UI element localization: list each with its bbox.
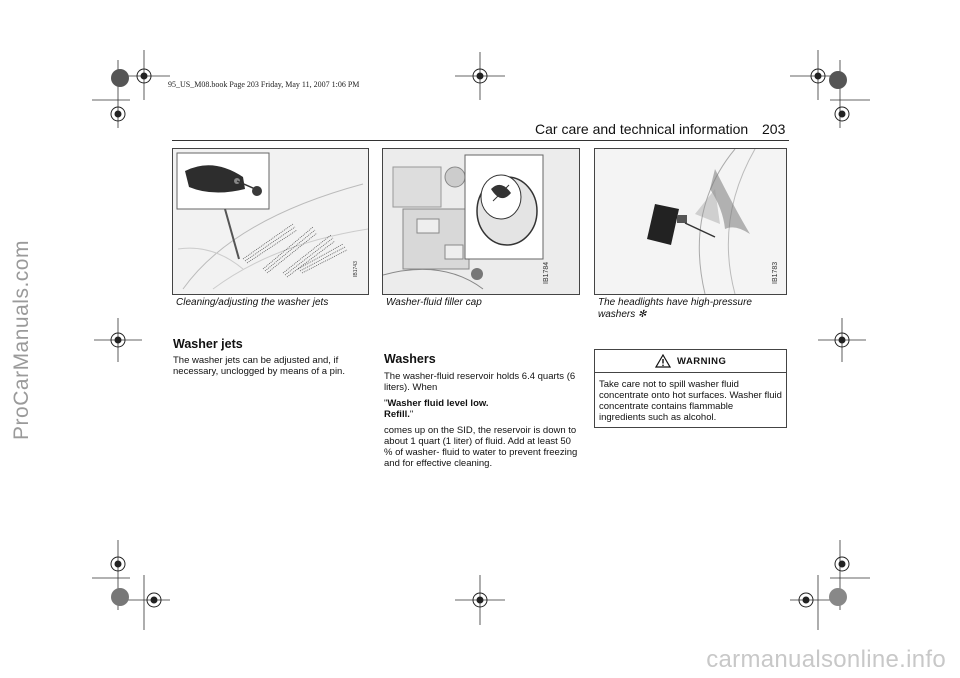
sid-message	[384, 398, 578, 420]
figure-caption: Cleaning/adjusting the washer jets	[176, 297, 329, 308]
washer-jets-illustration	[173, 149, 368, 294]
book-line: 95_US_M08.book Page 203 Friday, May 11, 2007 1:06 PM	[168, 80, 360, 89]
washers-paragraph: comes up on the SID, the reservoir is down to about 1 quart (1 liter) of fluid. Add at least 50 % of washer- fluid to water to prevent freezing and for effective cleaning.	[384, 425, 578, 469]
figure-headlight-washers	[594, 148, 787, 295]
header-rule	[172, 140, 789, 141]
quote-open: "	[384, 398, 388, 409]
figure-caption: The headlights have high-pressure washers ✻	[598, 297, 752, 320]
figure-washer-jets	[172, 148, 369, 295]
sid-message-line1: Washer fluid level low.	[387, 398, 489, 409]
figure-code: IB1783	[772, 261, 779, 284]
warning-triangle-icon	[655, 354, 671, 368]
page-number: 203	[762, 121, 786, 137]
figure-caption: Washer-fluid filler cap	[386, 297, 482, 308]
page-title: Car care and technical information	[535, 121, 749, 137]
washer-jets-text: The washer jets can be adjusted and, if necessary, unclogged by means of a pin.	[173, 355, 345, 377]
warning-box	[594, 349, 787, 428]
watermark-bottom: carmanualsonline.info	[706, 646, 946, 673]
warning-label: WARNING	[677, 356, 727, 367]
quote-close: "	[409, 409, 414, 420]
headlight-washer-illustration	[595, 149, 786, 294]
watermark-left: ProCarManuals.com	[10, 240, 33, 440]
washers-body	[384, 371, 578, 474]
figure-code: IB1743	[353, 261, 359, 277]
sid-message-line2: Refill.	[384, 409, 410, 420]
figure-code: IB1784	[543, 261, 550, 284]
washers-paragraph: The washer-fluid reservoir holds 6.4 quarts (6 liters). When	[384, 371, 576, 393]
heading-washers: Washers	[384, 352, 436, 366]
warning-header	[595, 350, 786, 373]
figure-filler-cap	[382, 148, 580, 295]
heading-washer-jets: Washer jets	[173, 337, 243, 351]
warning-text: Take care not to spill washer fluid concentrate onto hot surfaces. Washer fluid concentrate contains flammable ingredients such as alcohol.	[599, 379, 782, 423]
